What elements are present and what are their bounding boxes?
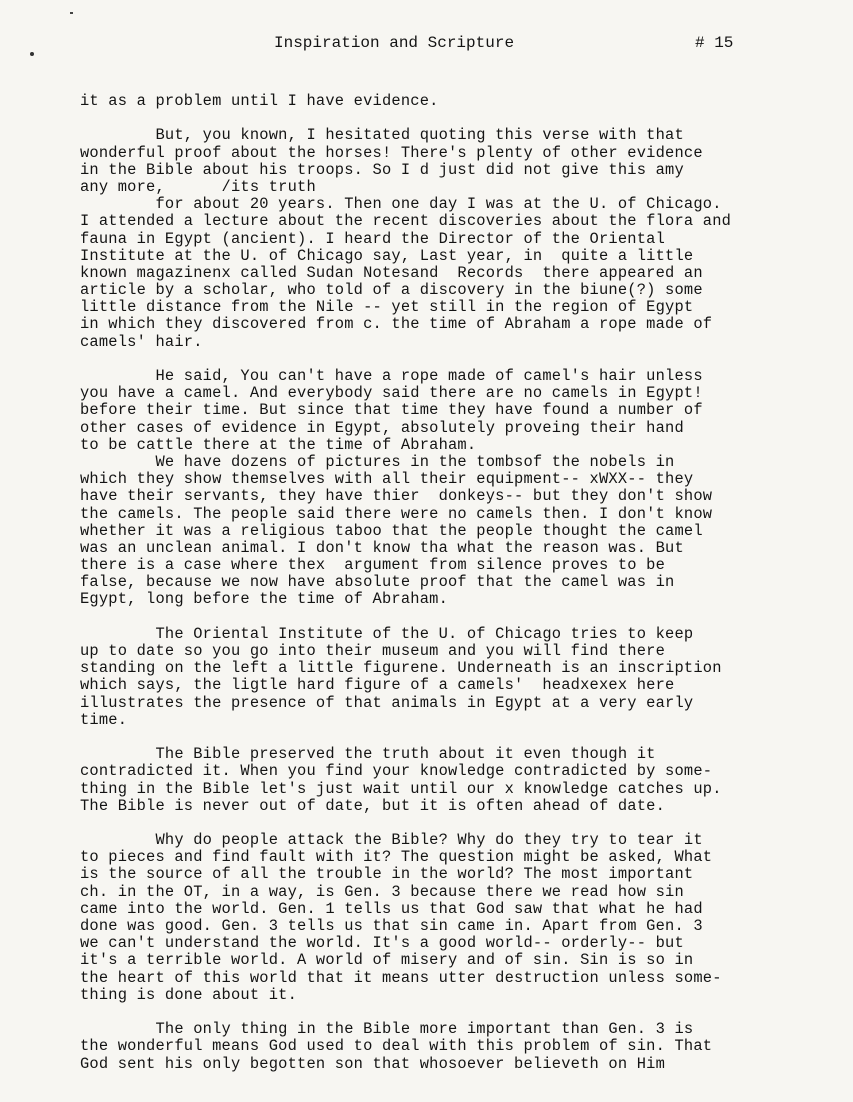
- text-line: have their servants, they have thier donkeys-- but they don't show: [80, 487, 713, 506]
- blank-line: [80, 729, 800, 746]
- text-line: whether it was a religious taboo that the people thought the camel: [80, 521, 703, 540]
- text-line: fauna in Egypt (ancient). I heard the Director of the Oriental: [80, 229, 666, 248]
- text-line: Egypt, long before the time of Abraham.: [80, 590, 448, 609]
- blank-line: [80, 110, 800, 127]
- text-line: But, you known, I hesitated quoting this verse with that: [80, 126, 684, 145]
- text-line: is the source of all the trouble in the world? The most important: [80, 865, 694, 884]
- text-line: in the Bible about his troops. So I d just did not give this amy: [80, 160, 684, 179]
- text-line: illustrates the presence of that animals in Egypt at a very early: [80, 693, 694, 712]
- text-line: in which they discovered from c. the time of Abraham a rope made of: [80, 315, 713, 334]
- paper-mark: [70, 12, 73, 14]
- text-line: The Bible preserved the truth about it even though it: [80, 745, 656, 764]
- text-line: We have dozens of pictures in the tombsof the nobels in: [80, 452, 675, 471]
- text-line: it as a problem until I have evidence.: [80, 92, 439, 110]
- text-line: there is a case where thex argument from silence proves to be: [80, 556, 666, 575]
- text-line: was an unclean animal. I don't know tha what the reason was. But: [80, 538, 684, 557]
- text-line: any more, /its truth: [80, 177, 316, 196]
- text-line: up to date so you go into their museum and you will find there: [80, 642, 666, 660]
- text-line: article by a scholar, who told of a discovery in the biune(?) some: [80, 281, 703, 300]
- blank-line: [80, 815, 800, 832]
- page-header: [0, 34, 853, 54]
- text-line: false, because we now have absolute proof that the camel was in: [80, 573, 675, 592]
- text-line: time.: [80, 710, 128, 729]
- text-line: The Bible is never out of date, but it is often ahead of date.: [80, 796, 666, 815]
- text-line: it's a terrible world. A world of misery and of sin. Sin is so in: [80, 951, 694, 970]
- blank-line: [80, 351, 800, 368]
- text-line: for about 20 years. Then one day I was at the U. of Chicago.: [80, 195, 722, 214]
- text-line: Why do people attack the Bible? Why do they try to tear it: [80, 831, 703, 850]
- text-line: standing on the left a little figurene. Underneath is an inscription: [80, 659, 722, 678]
- page-title: Inspiration and Scripture: [274, 34, 515, 52]
- text-line: you have a camel. And everybody said there are no camels in Egypt!: [80, 384, 703, 403]
- text-line: thing is done about it.: [80, 985, 298, 1004]
- text-line: He said, You can't have a rope made of camel's hair unless: [80, 367, 703, 385]
- text-line: we can't understand the world. It's a good world-- orderly-- but: [80, 934, 684, 953]
- blank-line: [80, 1004, 800, 1021]
- text-line: other cases of evidence in Egypt, absolutely proveing their hand: [80, 418, 684, 437]
- text-line: done was good. Gen. 3 tells us that sin came in. Apart from Gen. 3: [80, 917, 703, 935]
- text-line: which says, the ligtle hard figure of a camels' headxexex here: [80, 676, 675, 695]
- page-number: # 15: [695, 34, 734, 52]
- text-line: God sent his only begotten son that whosoever believeth on Him: [80, 1054, 666, 1073]
- text-line: came into the world. Gen. 1 tells us that God saw that what he had: [80, 899, 703, 918]
- text-line: The only thing in the Bible more important than Gen. 3 is: [80, 1020, 694, 1039]
- text-line: ch. in the OT, in a way, is Gen. 3 because there we read how sin: [80, 882, 684, 901]
- text-line: the wonderful means God used to deal with this problem of sin. That: [80, 1037, 713, 1056]
- body-text: [80, 93, 800, 1073]
- text-line: known magazinenx called Sudan Notesand Records there appeared an: [80, 263, 703, 282]
- text-line: wonderful proof about the horses! There's plenty of other evidence: [80, 143, 703, 162]
- text-line: which they show themselves with all their equipment-- xWXX-- they: [80, 470, 694, 489]
- text-line: contradicted it. When you find your knowledge contradicted by some-: [80, 762, 713, 781]
- text-line: the camels. The people said there were no camels then. I don't know: [80, 504, 713, 523]
- text-line: to pieces and find fault with it? The question might be asked, What: [80, 848, 713, 867]
- text-line: The Oriental Institute of the U. of Chicago tries to keep: [80, 624, 694, 643]
- text-line: I attended a lecture about the recent discoveries about the flora and: [80, 212, 732, 231]
- text-line: the heart of this world that it means utter destruction unless some-: [80, 968, 722, 987]
- blank-line: [80, 609, 800, 626]
- text-line: Institute at the U. of Chicago say, Last year, in quite a little: [80, 246, 694, 265]
- text-line: to be cattle there at the time of Abraham.: [80, 435, 477, 454]
- text-line: camels' hair.: [80, 332, 203, 351]
- text-line: thing in the Bible let's just wait until our x knowledge catches up.: [80, 779, 722, 798]
- text-line: little distance from the Nile -- yet still in the region of Egypt: [80, 298, 694, 317]
- text-line: before their time. But since that time they have found a number of: [80, 401, 703, 420]
